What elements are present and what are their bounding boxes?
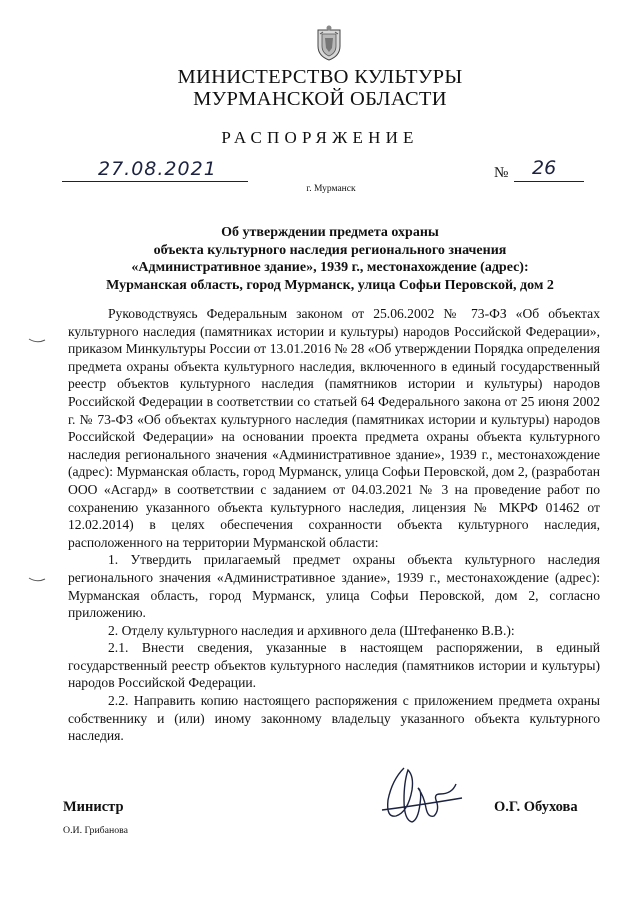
executor-name: О.И. Грибанова (63, 825, 129, 836)
document-body (68, 305, 600, 745)
title-line-4: Мурманская область, город Мурманск, улица Софьи Перовской, дом 2 (106, 277, 554, 293)
coat-of-arms-icon (314, 24, 344, 62)
document-type: РАСПОРЯЖЕНИЕ (221, 128, 419, 147)
document-date: 27.08.2021 (98, 158, 217, 180)
number-label: № (494, 165, 509, 181)
paragraph-preamble: Руководствуясь Федеральным законом от 25.06.2002 № 73-ФЗ «Об объектах культурного наследия (памятниках истории и культуры) народов Российской Федерации», приказом Минкультуры России от 13.01.2016 № 28 «Об утверждении Порядка определения предмета охраны объекта культурного наследия, включенного в единый государственный реестр объектов культурного наследия (памятников истории и культуры) народов Российской Федерации в соответствии со статьей 64 Федерального закона от 25 июня 2002 г. № 73-ФЗ «Об объектах культурного наследия (памятниках истории и культуры) народов Российской Федерации» на основании проекта предмета охраны объекта культурного наследия регионального значения «Административное здание», 1939 г., местонахождение (адрес): Мурманская область, город Мурманск, улица Софьи Перовской, дом 2, (разработан ООО «Асгард» в соответствии с заданием от 04.03.2021 № 3 на проведение работ по сохранению указанного объекта культурного наследия, лицензия № МКРФ 01462 от 12.02.2014) в целях обеспечения сохранности объекта культурного наследия, расположенного на территории Мурманской области: (68, 306, 600, 550)
document-title (60, 224, 600, 294)
title-line-1: Об утверждении предмета охраны (221, 225, 439, 240)
handwritten-signature (374, 760, 466, 840)
paragraph-item-2-2: 2.2. Направить копию настоящего распоряжения с приложением предмета охраны собственнику и (или) иному законному владельцу указанного объекта культурного наследия. (68, 693, 600, 744)
paragraph-item-2-1: 2.1. Внести сведения, указанные в настоящем распоряжении, в единый государственный реестр объектов культурного наследия (памятников истории и культуры) народов Российской Федерации. (68, 640, 600, 691)
paragraph-item-2: 2. Отделу культурного наследия и архивного дела (Штефаненко В.В.): (108, 622, 515, 638)
city: г. Мурманск (306, 184, 356, 194)
ministry-line-1: МИНИСТЕРСТВО КУЛЬТУРЫ (177, 66, 463, 88)
document-number: 26 (532, 157, 557, 179)
title-line-3: «Административное здание», 1939 г., местонахождение (адрес): (131, 260, 529, 275)
title-line-2: объекта культурного наследия регионального значения (153, 242, 507, 258)
margin-mark (28, 331, 46, 337)
paragraph-item-1: 1. Утвердить прилагаемый предмет охраны объекта культурного наследия регионального значения «Административное здание», 1939 г., местонахождение (адрес): Мурманская область, город Мурманск, улица Софьи Перовской, дом 2, согласно приложению. (68, 552, 600, 621)
margin-mark (28, 570, 46, 576)
signer-position: Министр (63, 799, 124, 815)
ministry-header (0, 66, 640, 110)
signer-name: О.Г. Обухова (494, 799, 578, 815)
ministry-line-2: МУРМАНСКОЙ ОБЛАСТИ (193, 88, 447, 110)
